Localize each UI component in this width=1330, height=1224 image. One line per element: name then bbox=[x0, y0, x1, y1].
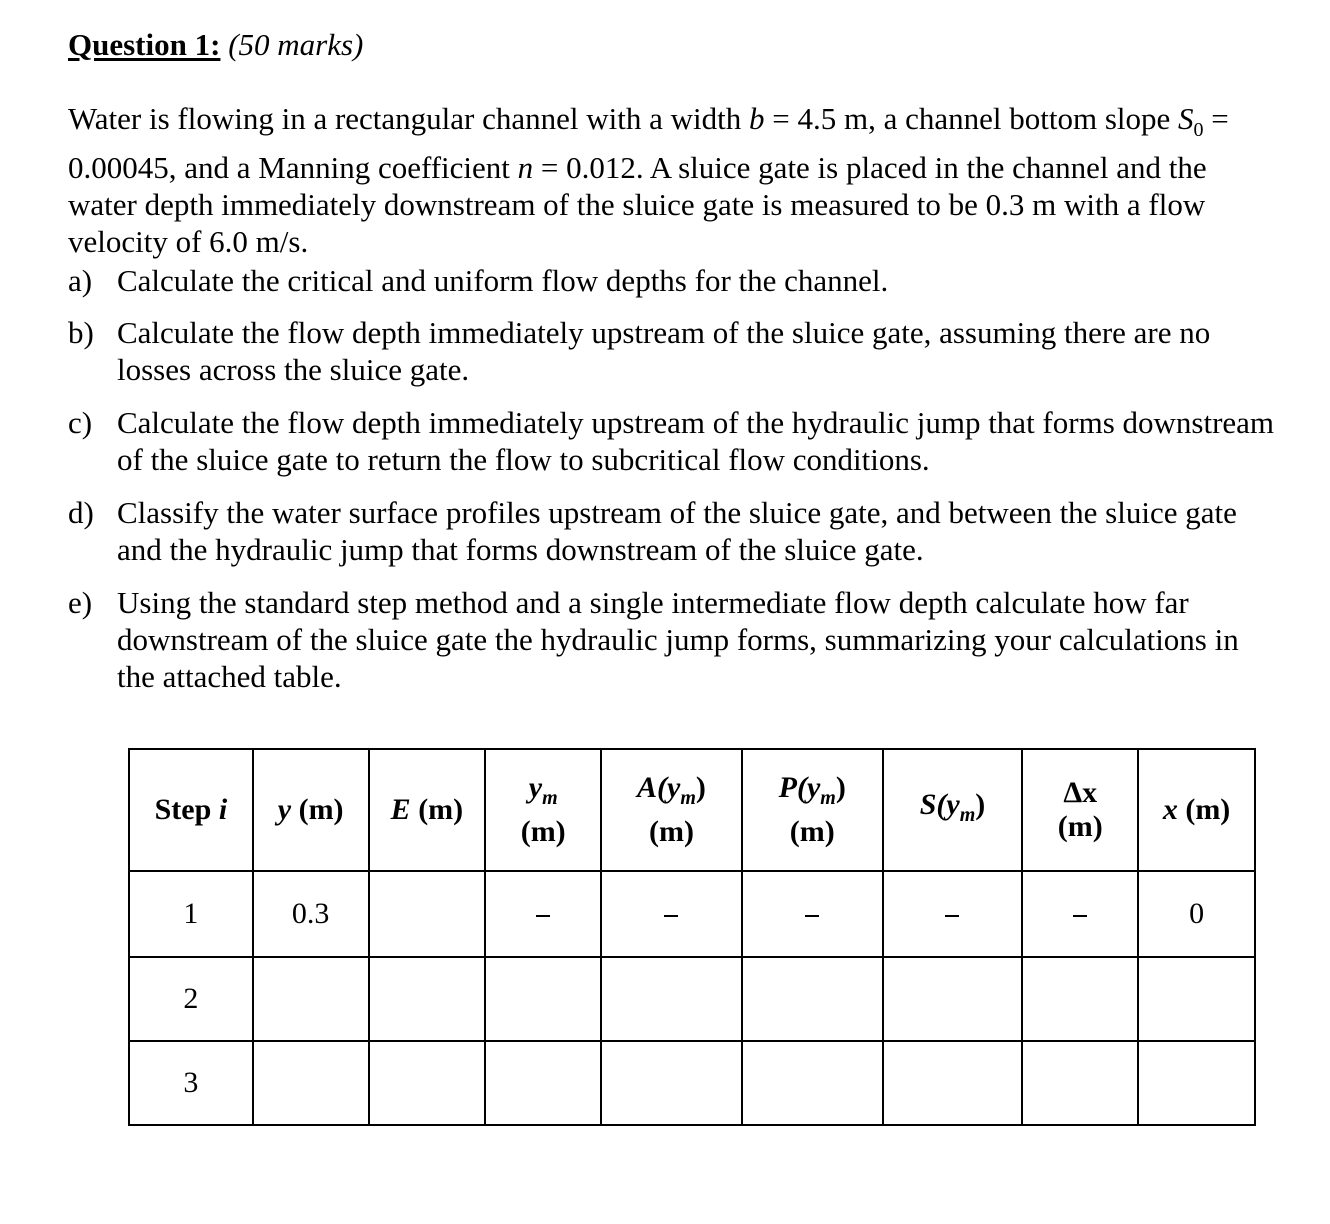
table-row bbox=[129, 871, 1255, 957]
cell-x: 0 bbox=[1138, 871, 1255, 957]
header-y: y (m) bbox=[253, 749, 369, 871]
part-text: Calculate the flow depth immediately upstream of the hydraulic jump that forms downstream bbox=[117, 405, 1275, 440]
cell-slope bbox=[883, 871, 1023, 957]
cell-e bbox=[369, 871, 486, 957]
header-dx: Δx (m) bbox=[1022, 749, 1138, 871]
cell-y bbox=[253, 957, 369, 1041]
cell-perimeter bbox=[742, 957, 883, 1041]
cell-dx bbox=[1022, 871, 1138, 957]
part-text: losses across the sluice gate. bbox=[117, 352, 470, 387]
cell-step: 3 bbox=[129, 1041, 253, 1125]
cell-step: 1 bbox=[129, 871, 253, 957]
header-area: $A(y_m)$ (m) bbox=[601, 749, 742, 871]
statement-line-3: water depth immediately downstream of the sluice gate is measured to be 0.3 m with a flow bbox=[68, 187, 1206, 223]
part-text: Calculate the flow depth immediately upstream of the sluice gate, assuming there are no bbox=[117, 315, 1211, 350]
part-text: the attached table. bbox=[117, 659, 342, 694]
problem-statement bbox=[68, 100, 1283, 260]
part-label: e) bbox=[68, 585, 93, 620]
header-slope: $S(y_m)$ bbox=[883, 749, 1023, 871]
header-x: x (m) bbox=[1138, 749, 1255, 871]
part-text: of the sluice gate to return the flow to subcritical flow conditions. bbox=[117, 442, 930, 477]
cell-slope bbox=[883, 1041, 1023, 1125]
part-label: c) bbox=[68, 405, 93, 440]
header-perimeter: $P(y_m)$ (m) bbox=[742, 749, 883, 871]
cell-e bbox=[369, 1041, 486, 1125]
cell-area bbox=[601, 871, 742, 957]
question-label: Question 1: bbox=[68, 27, 221, 62]
cell-y bbox=[253, 1041, 369, 1125]
cell-e bbox=[369, 957, 486, 1041]
cell-x bbox=[1138, 1041, 1255, 1125]
part-text: Classify the water surface profiles upstream of the sluice gate, and between the sluice gate bbox=[117, 495, 1237, 530]
dash-mark bbox=[945, 915, 959, 917]
header-ym: $y_m$ (m) bbox=[485, 749, 601, 871]
cell-area bbox=[601, 1041, 742, 1125]
part-label: a) bbox=[68, 263, 93, 298]
cell-ym bbox=[485, 871, 601, 957]
cell-x bbox=[1138, 957, 1255, 1041]
cell-perimeter bbox=[742, 871, 883, 957]
part-label: d) bbox=[68, 495, 94, 530]
cell-ym bbox=[485, 957, 601, 1041]
cell-y: 0.3 bbox=[253, 871, 369, 957]
statement-line-4: velocity of 6.0 m/s. bbox=[68, 224, 309, 260]
part-text: and the hydraulic jump that forms downstream of the sluice gate. bbox=[117, 532, 924, 567]
header-step: Step i bbox=[129, 749, 253, 871]
dash-mark bbox=[1073, 915, 1087, 917]
cell-area bbox=[601, 957, 742, 1041]
part-label: b) bbox=[68, 315, 94, 350]
cell-perimeter bbox=[742, 1041, 883, 1125]
question-marks: (50 marks) bbox=[228, 27, 364, 62]
cell-ym bbox=[485, 1041, 601, 1125]
table-row bbox=[129, 1041, 1255, 1125]
statement-line-1: Water is flowing in a rectangular channel with a width b = 4.5 m, a channel bottom slope $S_0$ = bbox=[68, 101, 1229, 142]
cell-step: 2 bbox=[129, 957, 253, 1041]
part-text: downstream of the sluice gate the hydraulic jump forms, summarizing your calculations in bbox=[117, 622, 1239, 657]
cell-dx bbox=[1022, 1041, 1138, 1125]
dash-mark bbox=[664, 915, 678, 917]
part-text: Calculate the critical and uniform flow depths for the channel. bbox=[117, 263, 889, 298]
table-row bbox=[129, 957, 1255, 1041]
statement-line-2: 0.00045, and a Manning coefficient n = 0.012. A sluice gate is placed in the channel and the bbox=[68, 150, 1207, 186]
cell-dx bbox=[1022, 957, 1138, 1041]
header-e: E (m) bbox=[369, 749, 486, 871]
table-header-row bbox=[129, 749, 1255, 871]
standard-step-table bbox=[128, 748, 1256, 1126]
part-text: Using the standard step method and a single intermediate flow depth calculate how far bbox=[117, 585, 1189, 620]
dash-mark bbox=[805, 915, 819, 917]
dash-mark bbox=[536, 915, 550, 917]
question-heading bbox=[68, 26, 363, 64]
cell-slope bbox=[883, 957, 1023, 1041]
